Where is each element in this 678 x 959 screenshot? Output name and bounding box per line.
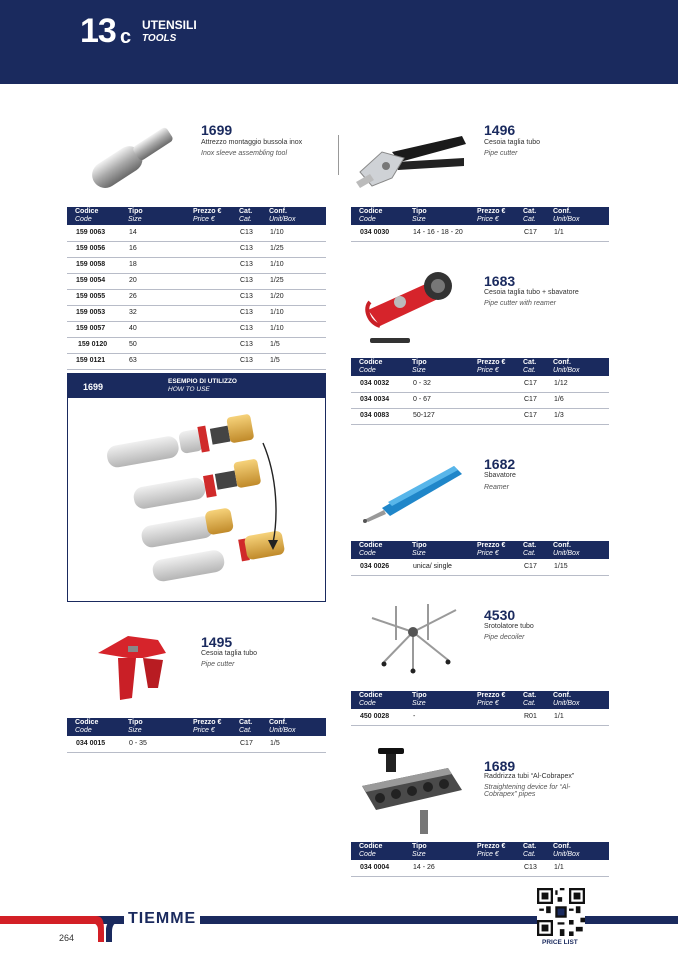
product-name-it: Cesoia taglia tubo + sbavatore bbox=[484, 289, 579, 296]
cell-conf: 1/12 bbox=[554, 380, 568, 387]
product-name-it: Cesoia taglia tubo bbox=[484, 139, 541, 146]
table-row bbox=[351, 710, 609, 726]
cell-cat: C13 bbox=[240, 277, 253, 284]
col-price: Prezzo € bbox=[193, 719, 222, 726]
cell-conf: 1/10 bbox=[270, 261, 284, 268]
example-subtitle: HOW TO USE bbox=[168, 386, 210, 393]
product-name-en: Pipe cutter bbox=[201, 661, 235, 668]
col-conf: Conf. bbox=[553, 359, 571, 366]
cell-conf: 1/5 bbox=[270, 341, 280, 348]
col-size-en: Size bbox=[412, 851, 426, 858]
cell-cat: C17 bbox=[524, 563, 537, 570]
page-number: 264 bbox=[59, 933, 75, 943]
cell-code: 159 0056 bbox=[76, 245, 106, 252]
col-code: Codice bbox=[359, 359, 383, 366]
table-row bbox=[67, 322, 326, 338]
cell-code: 159 0054 bbox=[76, 277, 106, 284]
table-header bbox=[351, 358, 609, 376]
col-cat-en: Cat. bbox=[239, 216, 252, 223]
cell-conf: 1/1 bbox=[554, 713, 564, 720]
col-price: Prezzo € bbox=[477, 692, 506, 699]
col-conf-en: Unit/Box bbox=[553, 550, 580, 557]
cell-size: 50-127 bbox=[413, 412, 435, 419]
table-row bbox=[67, 338, 326, 354]
cell-code: 159 0053 bbox=[76, 309, 106, 316]
col-price-en: Price € bbox=[477, 851, 499, 858]
col-size-en: Size bbox=[412, 367, 426, 374]
col-size-en: Size bbox=[412, 700, 426, 707]
qr-code-icon[interactable] bbox=[537, 888, 585, 936]
table-header bbox=[351, 842, 609, 860]
cell-conf: 1/15 bbox=[554, 563, 568, 570]
straightening-device-image bbox=[356, 746, 468, 836]
cell-cat: C13 bbox=[240, 325, 253, 332]
col-code: Codice bbox=[359, 542, 383, 549]
col-cat-en: Cat. bbox=[523, 700, 536, 707]
example-title: ESEMPIO DI UTILIZZO bbox=[168, 378, 237, 385]
cell-cat: R01 bbox=[524, 713, 537, 720]
table-header bbox=[67, 207, 326, 225]
chapter-letter: c bbox=[120, 26, 132, 48]
table-row bbox=[67, 274, 326, 290]
col-cat: Cat. bbox=[523, 843, 537, 850]
table-row bbox=[67, 354, 326, 370]
col-code-en: Code bbox=[75, 216, 92, 223]
cell-cat: C17 bbox=[240, 740, 253, 747]
col-code: Codice bbox=[75, 208, 99, 215]
col-code: Codice bbox=[359, 692, 383, 699]
col-size: Tipo bbox=[128, 208, 143, 215]
cell-size: 14 bbox=[129, 229, 137, 236]
product-name-it: Cesoia taglia tubo bbox=[201, 650, 258, 657]
cell-size: 0 - 35 bbox=[129, 740, 147, 747]
cell-size: 40 bbox=[129, 325, 137, 332]
col-conf: Conf. bbox=[553, 542, 571, 549]
product-name-it: Attrezzo montaggio bussola inox bbox=[201, 139, 303, 146]
chapter-subtitle: TOOLS bbox=[142, 33, 177, 44]
pipe-decoiler-image bbox=[366, 600, 461, 675]
cell-code: 450 0028 bbox=[360, 713, 390, 720]
cell-code: 159 0121 bbox=[76, 357, 106, 364]
cell-code: 159 0058 bbox=[76, 261, 106, 268]
cell-conf: 1/6 bbox=[554, 396, 564, 403]
col-cat-en: Cat. bbox=[523, 216, 536, 223]
cell-size: 0 - 32 bbox=[413, 380, 431, 387]
col-conf: Conf. bbox=[269, 719, 287, 726]
table-header bbox=[351, 541, 609, 559]
col-cat: Cat. bbox=[523, 692, 537, 699]
col-code-en: Code bbox=[359, 700, 376, 707]
cell-size: 14 - 26 bbox=[413, 864, 435, 871]
cell-size: 14 - 16 - 18 - 20 bbox=[413, 229, 463, 236]
col-size: Tipo bbox=[412, 208, 427, 215]
col-code-en: Code bbox=[75, 727, 92, 734]
col-size: Tipo bbox=[128, 719, 143, 726]
inox-sleeve-tool-image bbox=[78, 118, 183, 203]
col-code-en: Code bbox=[359, 851, 376, 858]
cell-code: 034 0015 bbox=[76, 740, 106, 747]
col-code-en: Code bbox=[359, 367, 376, 374]
col-conf-en: Unit/Box bbox=[553, 216, 580, 223]
col-code: Codice bbox=[75, 719, 99, 726]
col-size: Tipo bbox=[412, 542, 427, 549]
pipe-cutter-1496-image bbox=[352, 122, 472, 197]
cell-cat: C17 bbox=[524, 229, 537, 236]
col-price-en: Price € bbox=[193, 727, 215, 734]
table-row bbox=[351, 377, 609, 393]
reamer-image bbox=[358, 458, 468, 528]
col-cat: Cat. bbox=[239, 719, 253, 726]
cell-size: 32 bbox=[129, 309, 137, 316]
col-size-en: Size bbox=[128, 216, 142, 223]
col-conf: Conf. bbox=[553, 208, 571, 215]
usage-example-header bbox=[68, 374, 325, 398]
cell-cat: C17 bbox=[524, 380, 537, 387]
cell-size: 0 - 67 bbox=[413, 396, 431, 403]
col-size-en: Size bbox=[412, 550, 426, 557]
cell-cat: C13 bbox=[240, 309, 253, 316]
cell-conf: 1/25 bbox=[270, 245, 284, 252]
cell-size: 26 bbox=[129, 293, 137, 300]
cell-cat: C13 bbox=[240, 293, 253, 300]
cell-cat: C17 bbox=[524, 396, 537, 403]
table-row bbox=[67, 258, 326, 274]
product-name-it: Srotolatore tubo bbox=[484, 623, 534, 630]
cell-cat: C13 bbox=[524, 864, 537, 871]
table-row bbox=[67, 306, 326, 322]
cell-size: 16 bbox=[129, 245, 137, 252]
table-row bbox=[351, 861, 609, 877]
col-code-en: Code bbox=[359, 216, 376, 223]
col-code: Codice bbox=[359, 843, 383, 850]
col-cat-en: Cat. bbox=[523, 851, 536, 858]
product-name-en: Pipe cutter bbox=[484, 150, 518, 157]
col-price-en: Price € bbox=[477, 367, 499, 374]
product-name-it: Sbavatore bbox=[484, 472, 516, 479]
cell-code: 034 0083 bbox=[360, 412, 390, 419]
product-code: 1683 bbox=[484, 273, 516, 289]
price-list-label: PRICE LIST bbox=[542, 939, 578, 946]
pipe-cutter-1495-image bbox=[88, 628, 173, 708]
col-cat-en: Cat. bbox=[239, 727, 252, 734]
product-name-en: Straightening device for “Al-Cobrapex” pipes bbox=[484, 784, 571, 798]
col-cat: Cat. bbox=[523, 542, 537, 549]
usage-diagram-illustration bbox=[68, 398, 325, 601]
product-name-en: Pipe cutter with reamer bbox=[484, 300, 556, 307]
col-price-en: Price € bbox=[477, 550, 499, 557]
col-conf-en: Unit/Box bbox=[553, 851, 580, 858]
col-size-en: Size bbox=[412, 216, 426, 223]
cell-code: 034 0032 bbox=[360, 380, 390, 387]
table-header bbox=[351, 207, 609, 225]
col-cat-en: Cat. bbox=[523, 550, 536, 557]
col-conf: Conf. bbox=[269, 208, 287, 215]
table-header bbox=[67, 718, 326, 736]
column-divider bbox=[338, 135, 339, 175]
product-code: 4530 bbox=[484, 607, 516, 623]
cell-conf: 1/3 bbox=[554, 412, 564, 419]
cell-size: 20 bbox=[129, 277, 137, 284]
product-name-en: Inox sleeve assembling tool bbox=[201, 150, 287, 157]
cell-size: 63 bbox=[129, 357, 137, 364]
cell-code: 159 0120 bbox=[78, 341, 108, 348]
col-price-en: Price € bbox=[477, 700, 499, 707]
col-code-en: Code bbox=[359, 550, 376, 557]
col-cat: Cat. bbox=[239, 208, 253, 215]
example-code: 1699 bbox=[83, 382, 104, 392]
col-conf: Conf. bbox=[553, 692, 571, 699]
col-cat: Cat. bbox=[523, 359, 537, 366]
cell-cat: C13 bbox=[240, 341, 253, 348]
cell-code: 159 0055 bbox=[76, 293, 106, 300]
col-cat-en: Cat. bbox=[523, 367, 536, 374]
col-size-en: Size bbox=[128, 727, 142, 734]
product-name-en: Reamer bbox=[484, 484, 509, 491]
cell-code: 159 0063 bbox=[76, 229, 106, 236]
table-row bbox=[67, 290, 326, 306]
table-header bbox=[351, 691, 609, 709]
table-row bbox=[351, 560, 609, 576]
table-row bbox=[351, 409, 609, 425]
chapter-number: 13 bbox=[80, 12, 116, 50]
col-conf-en: Unit/Box bbox=[553, 700, 580, 707]
col-conf-en: Unit/Box bbox=[553, 367, 580, 374]
cell-conf: 1/5 bbox=[270, 740, 280, 747]
col-price: Prezzo € bbox=[477, 359, 506, 366]
col-price: Prezzo € bbox=[477, 208, 506, 215]
chapter-header bbox=[0, 0, 678, 84]
col-price-en: Price € bbox=[193, 216, 215, 223]
cell-size: - bbox=[413, 713, 416, 720]
col-size: Tipo bbox=[412, 843, 427, 850]
product-code: 1496 bbox=[484, 122, 516, 138]
cell-conf: 1/25 bbox=[270, 277, 284, 284]
product-code: 1495 bbox=[201, 634, 233, 650]
cell-cat: C13 bbox=[240, 261, 253, 268]
cell-size: unica/ single bbox=[413, 563, 452, 570]
col-price: Prezzo € bbox=[477, 843, 506, 850]
cell-conf: 1/20 bbox=[270, 293, 284, 300]
usage-example-box bbox=[67, 373, 326, 602]
cell-size: 18 bbox=[129, 261, 137, 268]
cell-conf: 1/5 bbox=[270, 357, 280, 364]
col-size: Tipo bbox=[412, 692, 427, 699]
cell-code: 034 0004 bbox=[360, 864, 390, 871]
brand-logo: TIEMME bbox=[124, 910, 200, 928]
pipe-cutter-reamer-image bbox=[360, 268, 465, 353]
col-cat: Cat. bbox=[523, 208, 537, 215]
cell-cat: C13 bbox=[240, 357, 253, 364]
col-conf: Conf. bbox=[553, 843, 571, 850]
cell-cat: C13 bbox=[240, 229, 253, 236]
col-conf-en: Unit/Box bbox=[269, 216, 296, 223]
cell-code: 034 0026 bbox=[360, 563, 390, 570]
product-code: 1699 bbox=[201, 122, 233, 138]
col-size: Tipo bbox=[412, 359, 427, 366]
cell-conf: 1/10 bbox=[270, 325, 284, 332]
cell-conf: 1/10 bbox=[270, 229, 284, 236]
cell-cat: C13 bbox=[240, 245, 253, 252]
col-conf-en: Unit/Box bbox=[269, 727, 296, 734]
cell-code: 159 0057 bbox=[76, 325, 106, 332]
chapter-title: UTENSILI bbox=[142, 18, 197, 32]
cell-size: 50 bbox=[129, 341, 137, 348]
cell-conf: 1/1 bbox=[554, 229, 564, 236]
table-row bbox=[351, 393, 609, 409]
col-price-en: Price € bbox=[477, 216, 499, 223]
product-code: 1682 bbox=[484, 456, 516, 472]
table-row bbox=[67, 226, 326, 242]
product-name-it: Raddrizza tubi “Al-Cobrapex” bbox=[484, 773, 575, 780]
cell-conf: 1/10 bbox=[270, 309, 284, 316]
col-price: Prezzo € bbox=[477, 542, 506, 549]
footer-accent bbox=[0, 916, 96, 924]
product-code: 1689 bbox=[484, 758, 516, 774]
cell-code: 034 0034 bbox=[360, 396, 390, 403]
footer-swoosh-icon bbox=[86, 914, 126, 944]
cell-conf: 1/1 bbox=[554, 864, 564, 871]
col-code: Codice bbox=[359, 208, 383, 215]
product-name-en: Pipe decoiler bbox=[484, 634, 525, 641]
table-row bbox=[67, 242, 326, 258]
table-row bbox=[67, 737, 326, 753]
cell-code: 034 0030 bbox=[360, 229, 390, 236]
cell-cat: C17 bbox=[524, 412, 537, 419]
col-price: Prezzo € bbox=[193, 208, 222, 215]
table-row bbox=[351, 226, 609, 242]
